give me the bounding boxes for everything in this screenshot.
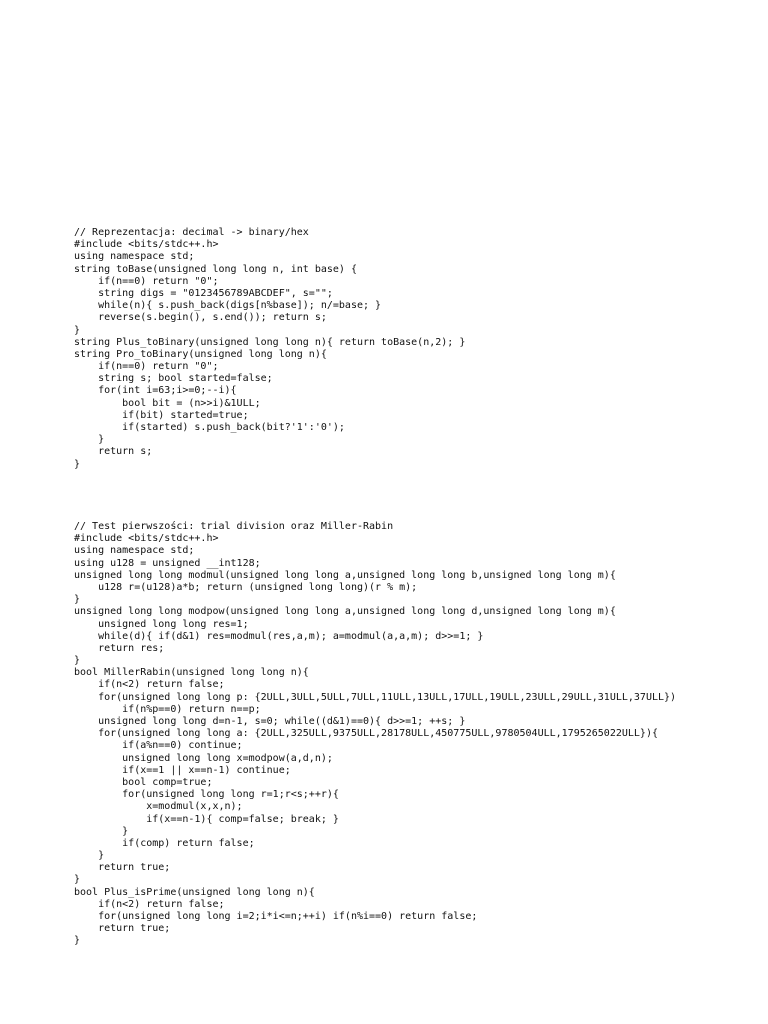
code-line: bool MillerRabin(unsigned long long n){ — [74, 667, 309, 679]
code-line: for(unsigned long long i=2;i*i<=n;++i) if(n%i==0) return false; — [74, 911, 478, 922]
code-line: bool comp=true; — [74, 776, 213, 788]
code-line: } — [74, 874, 81, 886]
code-line: using u128 = unsigned __int128; — [74, 557, 261, 569]
code-line: if(comp) return false; — [74, 837, 255, 849]
code-line: } — [74, 324, 81, 336]
code-line: string toBase(unsigned long long n, int base) { — [74, 263, 357, 275]
code-line: } — [74, 825, 129, 837]
code-line: for(unsigned long long p: {2ULL,3ULL,5ULL,7ULL,11ULL,13ULL,17ULL,19ULL,23ULL,29ULL,31ULL,37ULL}) — [74, 691, 677, 703]
code-line: } — [74, 655, 81, 667]
code-line: string Pro_toBinary(unsigned long long n){ — [74, 348, 327, 360]
code-line: return true; — [74, 862, 171, 874]
code-line: for(unsigned long long a: {2ULL,325ULL,9375ULL,28178ULL,450775ULL,9780504ULL,1795265022ULL}){ — [74, 728, 658, 740]
code-line: using namespace std; — [74, 251, 195, 263]
code-line: unsigned long long d=n-1, s=0; while((d&1)==0){ d>>=1; ++s; } — [74, 716, 466, 727]
code-line: unsigned long long modpow(unsigned long long a,unsigned long long d,unsigned long long m){ — [74, 606, 616, 618]
code-line: #include <bits/stdc++.h> — [74, 239, 219, 251]
code-line: unsigned long long res=1; — [74, 618, 249, 630]
code-line: u128 r=(u128)a*b; return (unsigned long long)(r % m); — [74, 581, 418, 593]
code-block-base-conversion — [74, 227, 465, 471]
code-line: } — [74, 594, 81, 606]
code-line: return true; — [74, 923, 171, 935]
code-line: #include <bits/stdc++.h> — [74, 533, 219, 545]
code-line: // Test pierwszości: trial division oraz Miller-Rabin — [74, 521, 394, 532]
code-line: } — [74, 458, 81, 470]
code-line: for(int i=63;i>=0;--i){ — [74, 385, 237, 397]
code-line: } — [74, 434, 105, 446]
code-line: if(x==n-1){ comp=false; break; } — [74, 813, 339, 825]
code-line: if(bit) started=true; — [74, 409, 249, 421]
code-line: } — [74, 935, 81, 947]
code-line: return res; — [74, 642, 165, 654]
code-line: if(a%n==0) continue; — [74, 740, 243, 752]
code-line: string digs = "0123456789ABCDEF", s=""; — [74, 287, 333, 299]
code-line: unsigned long long modmul(unsigned long long a,unsigned long long b,unsigned long long m){ — [74, 569, 616, 581]
code-line: if(x==1 || x==n-1) continue; — [74, 764, 291, 776]
code-line: using namespace std; — [74, 545, 195, 557]
code-line: if(n==0) return "0"; — [74, 361, 219, 373]
code-line: unsigned long long x=modpow(a,d,n); — [74, 752, 333, 764]
code-line: // Reprezentacja: decimal -> binary/hex — [74, 227, 309, 238]
code-line: x=modmul(x,x,n); — [74, 801, 243, 813]
code-line: } — [74, 850, 105, 862]
code-line: return s; — [74, 446, 153, 458]
code-line: reverse(s.begin(), s.end()); return s; — [74, 312, 327, 324]
code-block-primality-test — [74, 521, 676, 948]
code-line: for(unsigned long long r=1;r<s;++r){ — [74, 789, 339, 801]
code-line: if(n==0) return "0"; — [74, 275, 219, 287]
code-line: bool Plus_isPrime(unsigned long long n){ — [74, 886, 315, 898]
code-line: string Plus_toBinary(unsigned long long n){ return toBase(n,2); } — [74, 336, 466, 348]
code-line: string s; bool started=false; — [74, 373, 273, 385]
code-line: if(n<2) return false; — [74, 679, 225, 691]
code-line: if(n%p==0) return n==p; — [74, 703, 261, 715]
code-line: if(n<2) return false; — [74, 898, 225, 910]
code-line: if(started) s.push_back(bit?'1':'0'); — [74, 422, 345, 433]
code-line: while(d){ if(d&1) res=modmul(res,a,m); a=modmul(a,a,m); d>>=1; } — [74, 630, 484, 642]
code-line: while(n){ s.push_back(digs[n%base]); n/=base; } — [74, 300, 382, 312]
code-line: bool bit = (n>>i)&1ULL; — [74, 397, 261, 409]
